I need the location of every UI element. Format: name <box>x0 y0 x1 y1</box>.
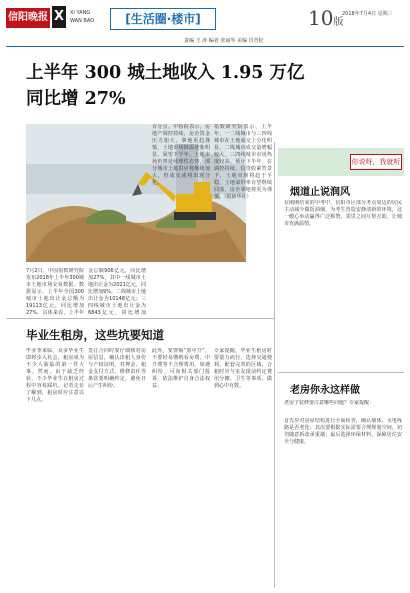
essay2-intro: 老房子装修要注意哪些问题？专家提醒： <box>284 400 375 406</box>
article-rent-col4: 专家提醒，毕业生租房时要量力而行，选择交通便利、配套完善的区域，合租时应与室友提前约定费用分摊、卫生等事项，做到心中有数。 <box>214 348 272 389</box>
sidebar-divider <box>278 372 404 373</box>
section-title: [生活圈·楼市] <box>110 8 216 30</box>
article-main-col3: 百分点。中指院表示，房地产调控持续，房企资金压力加大，拿地更趋谨慎，土地市场降温迹象明显。展望下半年，土地市场仍将延续理性态势，部分城市土地供应将继续加大，但成交或将出现分化。 <box>152 124 210 186</box>
pinyin-bottom: WAN BAO <box>70 18 95 24</box>
section-divider <box>6 318 274 319</box>
pinyin-top: XI YANG <box>70 10 91 16</box>
article-main-col4: 指数研究院表示，上半年，一二线城市与三四线城市在土地成交上分化明显，二线城市成交量增幅较大，三四线城市市场热度较高。预计下半年，在调控持续、信贷收紧背景下，土地市场将趋于平稳，土地溢价率有望继续回落，房企拿地将更为谨慎。（据新华社） <box>214 124 272 200</box>
masthead <box>0 0 410 48</box>
article-main-col1: 7月2日，中国指数研究院发布2018年上半年300城市土地市场交易数据。数据显示，上半年全国300城市土地出让金总额为19113亿元，同比增加27%。具体来看，上半年 <box>26 268 84 316</box>
essay2-title: 老房你永这样做 <box>290 385 360 396</box>
article-rent-col3: 此外，要警惕“黑中介”，不要轻易缴纳看房费、中介费等不合理费用。如遇纠纷，可向相关部门投诉，依法维护自身合法权益。 <box>152 348 210 389</box>
logo-x-letter: X <box>52 6 66 28</box>
construction-photo <box>26 124 246 262</box>
date-line: 2018年7月4日 星期三 <box>342 11 393 17</box>
sidebar-stamp: 你说呀，我就听 <box>350 154 402 170</box>
article-rent-col1: 毕业季来临，众多毕业生即将步入社会，租房成为不少人面临的第一件大事。然而，由于缺乏经验，不少毕业生在租房过程中容易踩坑。记者走访了解到，租房时应注意以下几点。 <box>26 348 84 403</box>
essay1-title: 烟道止说润风 <box>290 187 350 198</box>
page-number: 10版 <box>308 6 344 30</box>
essay1-body: 在刚刚结束的中考中，信阳市区部分考点周边的居民主动减少做饭油烟，为考生营造安静清新的环境，这一暖心举动赢得广泛称赞。邻里之间互帮互助，让城市充满温情。 <box>284 200 402 227</box>
article-main-col2: 金总额906亿元，同比增加27%，其中一线城市土地出让金为2021亿元，同比增加9%。二线城市土地出让金为10148亿元；三四线城市土地出让金为6843亿元，同比增加 <box>88 268 146 316</box>
newspaper-logo: 信阳晚报 <box>6 8 50 28</box>
essay2-body: 首先应对房屋结构进行全面检查，确认墙体、水电线路是否老化；其次要根据实际需要合理规划空间，切勿随意拆改承重墙；最后选择环保材料，保障居住安全与健康。 <box>284 418 402 445</box>
sidebar-rule <box>274 142 275 588</box>
main-headline: 上半年 300 城土地收入 1.95 万亿 同比增 27% <box>26 63 305 109</box>
rent-headline: 毕业生租房，这些坑要知道 <box>26 328 164 342</box>
editors-line: 责编 王 涛 编者 张丽琴 美编 肖青松 <box>184 38 264 44</box>
article-rent-col2: 签订合同时要仔细核对房屋信息，确认出租人身份与产权证明，对押金、租金支付方式、维修责任等条款要明确约定，避免日后产生纠纷。 <box>88 348 146 389</box>
masthead-rule <box>6 46 404 47</box>
